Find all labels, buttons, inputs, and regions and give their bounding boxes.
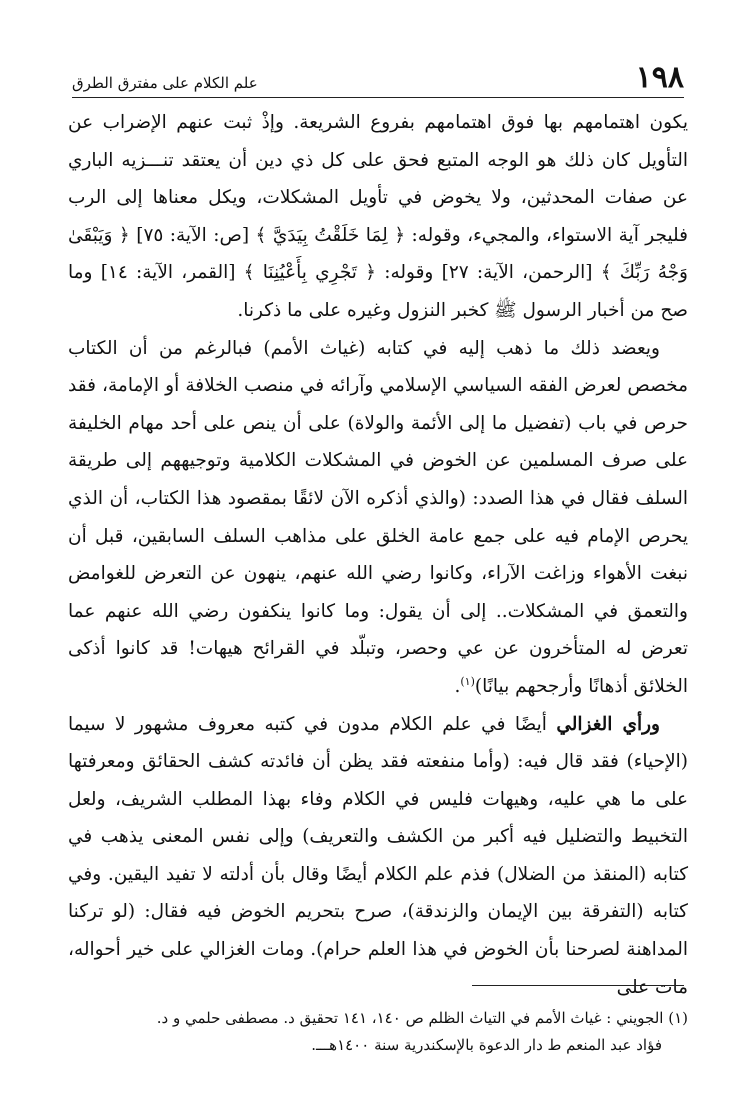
page-number: ١٩٨ (635, 60, 684, 95)
paragraph-1: يكون اهتمامهم بها فوق اهتمامهم بفروع الشريعة. وإذْ ثبت عنهم الإضراب عن التأويل كان ذلك هو الوجه المتبع فحق على كل ذي دين أن يعتقد تنـــزيه الباري عن صفات المحدثين، ولا يخوض في تأويل المشكلات، ويكل معناها إلى الرب فليجر آية الاستواء، والمجيء، وقوله: ﴿ لِمَا خَلَقْتُ بِيَدَيَّ ﴾ [ص: الآية: ٧٥] ﴿ وَيَبْقَىٰ وَجْهُ رَبِّكَ ﴾ [الرحمن، الآية: ٢٧] وقوله: ﴿ تَجْرِي بِأَعْيُنِنَا ﴾ [القمر، الآية: ١٤] وما صح من أخبار الرسول ﷺ كخبر النزول وغيره على ما ذكرنا. (68, 112, 688, 321)
paragraph-3-lead: ورأي الغزالي (556, 713, 660, 735)
footnote (68, 1005, 688, 1059)
paragraph-2-end: . (454, 675, 461, 697)
footnote-rule (472, 985, 684, 986)
paragraph-3-text: أيضًا في علم الكلام مدون في كتبه معروف مشهور لا سيما (الإحياء) فقد قال فيه: (وأما منفعته فقد يظن أن فائدته كشف الحقائق ومعرفتها على ما هي عليه، وهيهات فليس في الكلام وفاء بهذا المطلب الشريف، ولعل التخبيط والتضليل فيه أكبر من الكشف والتعريف) وإلى نفس المعنى يذهب في كتابه (المنقذ من الضلال) فذم علم الكلام أيضًا وقال بأن أدلته لا تفيد اليقين. وفي كتابه (التفرقة بين الإيمان والزندقة)، صرح بتحريم الخوض فيه فقال: (لو تركنا المداهنة لصرحنا بأن الخوض في هذا العلم حرام). ومات الغزالي على خير أحواله، مات على (68, 713, 688, 998)
paragraph-2-text: ويعضد ذلك ما ذهب إليه في كتابه (غياث الأمم) فبالرغم من أن الكتاب مخصص لعرض الفقه السياسي الإسلامي وآرائه في منصب الخلافة أو الإمامة، فقد حرص في باب (تفضيل ما إلى الأئمة والولاة) على أن ينص على أحد مهام الخليفة على صرف المسلمين عن الخوض في المشكلات الكلامية وتوجيههم إلى طريقة السلف فقال في هذا الصدد: (والذي أذكره الآن لائقًا بمقصود هذا الكتاب، أن الذي يحرص الإمام فيه على جمع عامة الخلق على مذاهب السلف السابقين، قبل أن نبغت الأهواء وزاغت الآراء، وكانوا رضي الله عنهم، ينهون عن التعرض للغوامض والتعمق في المشكلات.. إلى أن يقول: وما كانوا ينكفون رضي الله عنهم عما تعرض له المتأخرون عن عي وحصر، وتبلّد في القرائح هيهات! قد كانوا أذكى الخلائق أذهانًا وأرجحهم بيانًا) (68, 337, 688, 697)
header-rule (72, 97, 684, 98)
footnote-reference[interactable]: (١) (460, 674, 475, 688)
footnote-line-2: فؤاد عبد المنعم ط دار الدعوة بالإسكندرية سنة ١٤٠٠هـــ. (311, 1036, 662, 1054)
paragraph-2 (68, 330, 688, 706)
body-text (68, 104, 688, 1006)
running-title: علم الكلام على مفترق الطرق (72, 74, 258, 92)
footnote-line-1: (١) الجويني : غياث الأمم في التياث الظلم ص ١٤٠، ١٤١ تحقيق د. مصطفى حلمي و د. (156, 1009, 688, 1027)
paragraph-3 (68, 706, 688, 1007)
page-header (72, 58, 684, 98)
